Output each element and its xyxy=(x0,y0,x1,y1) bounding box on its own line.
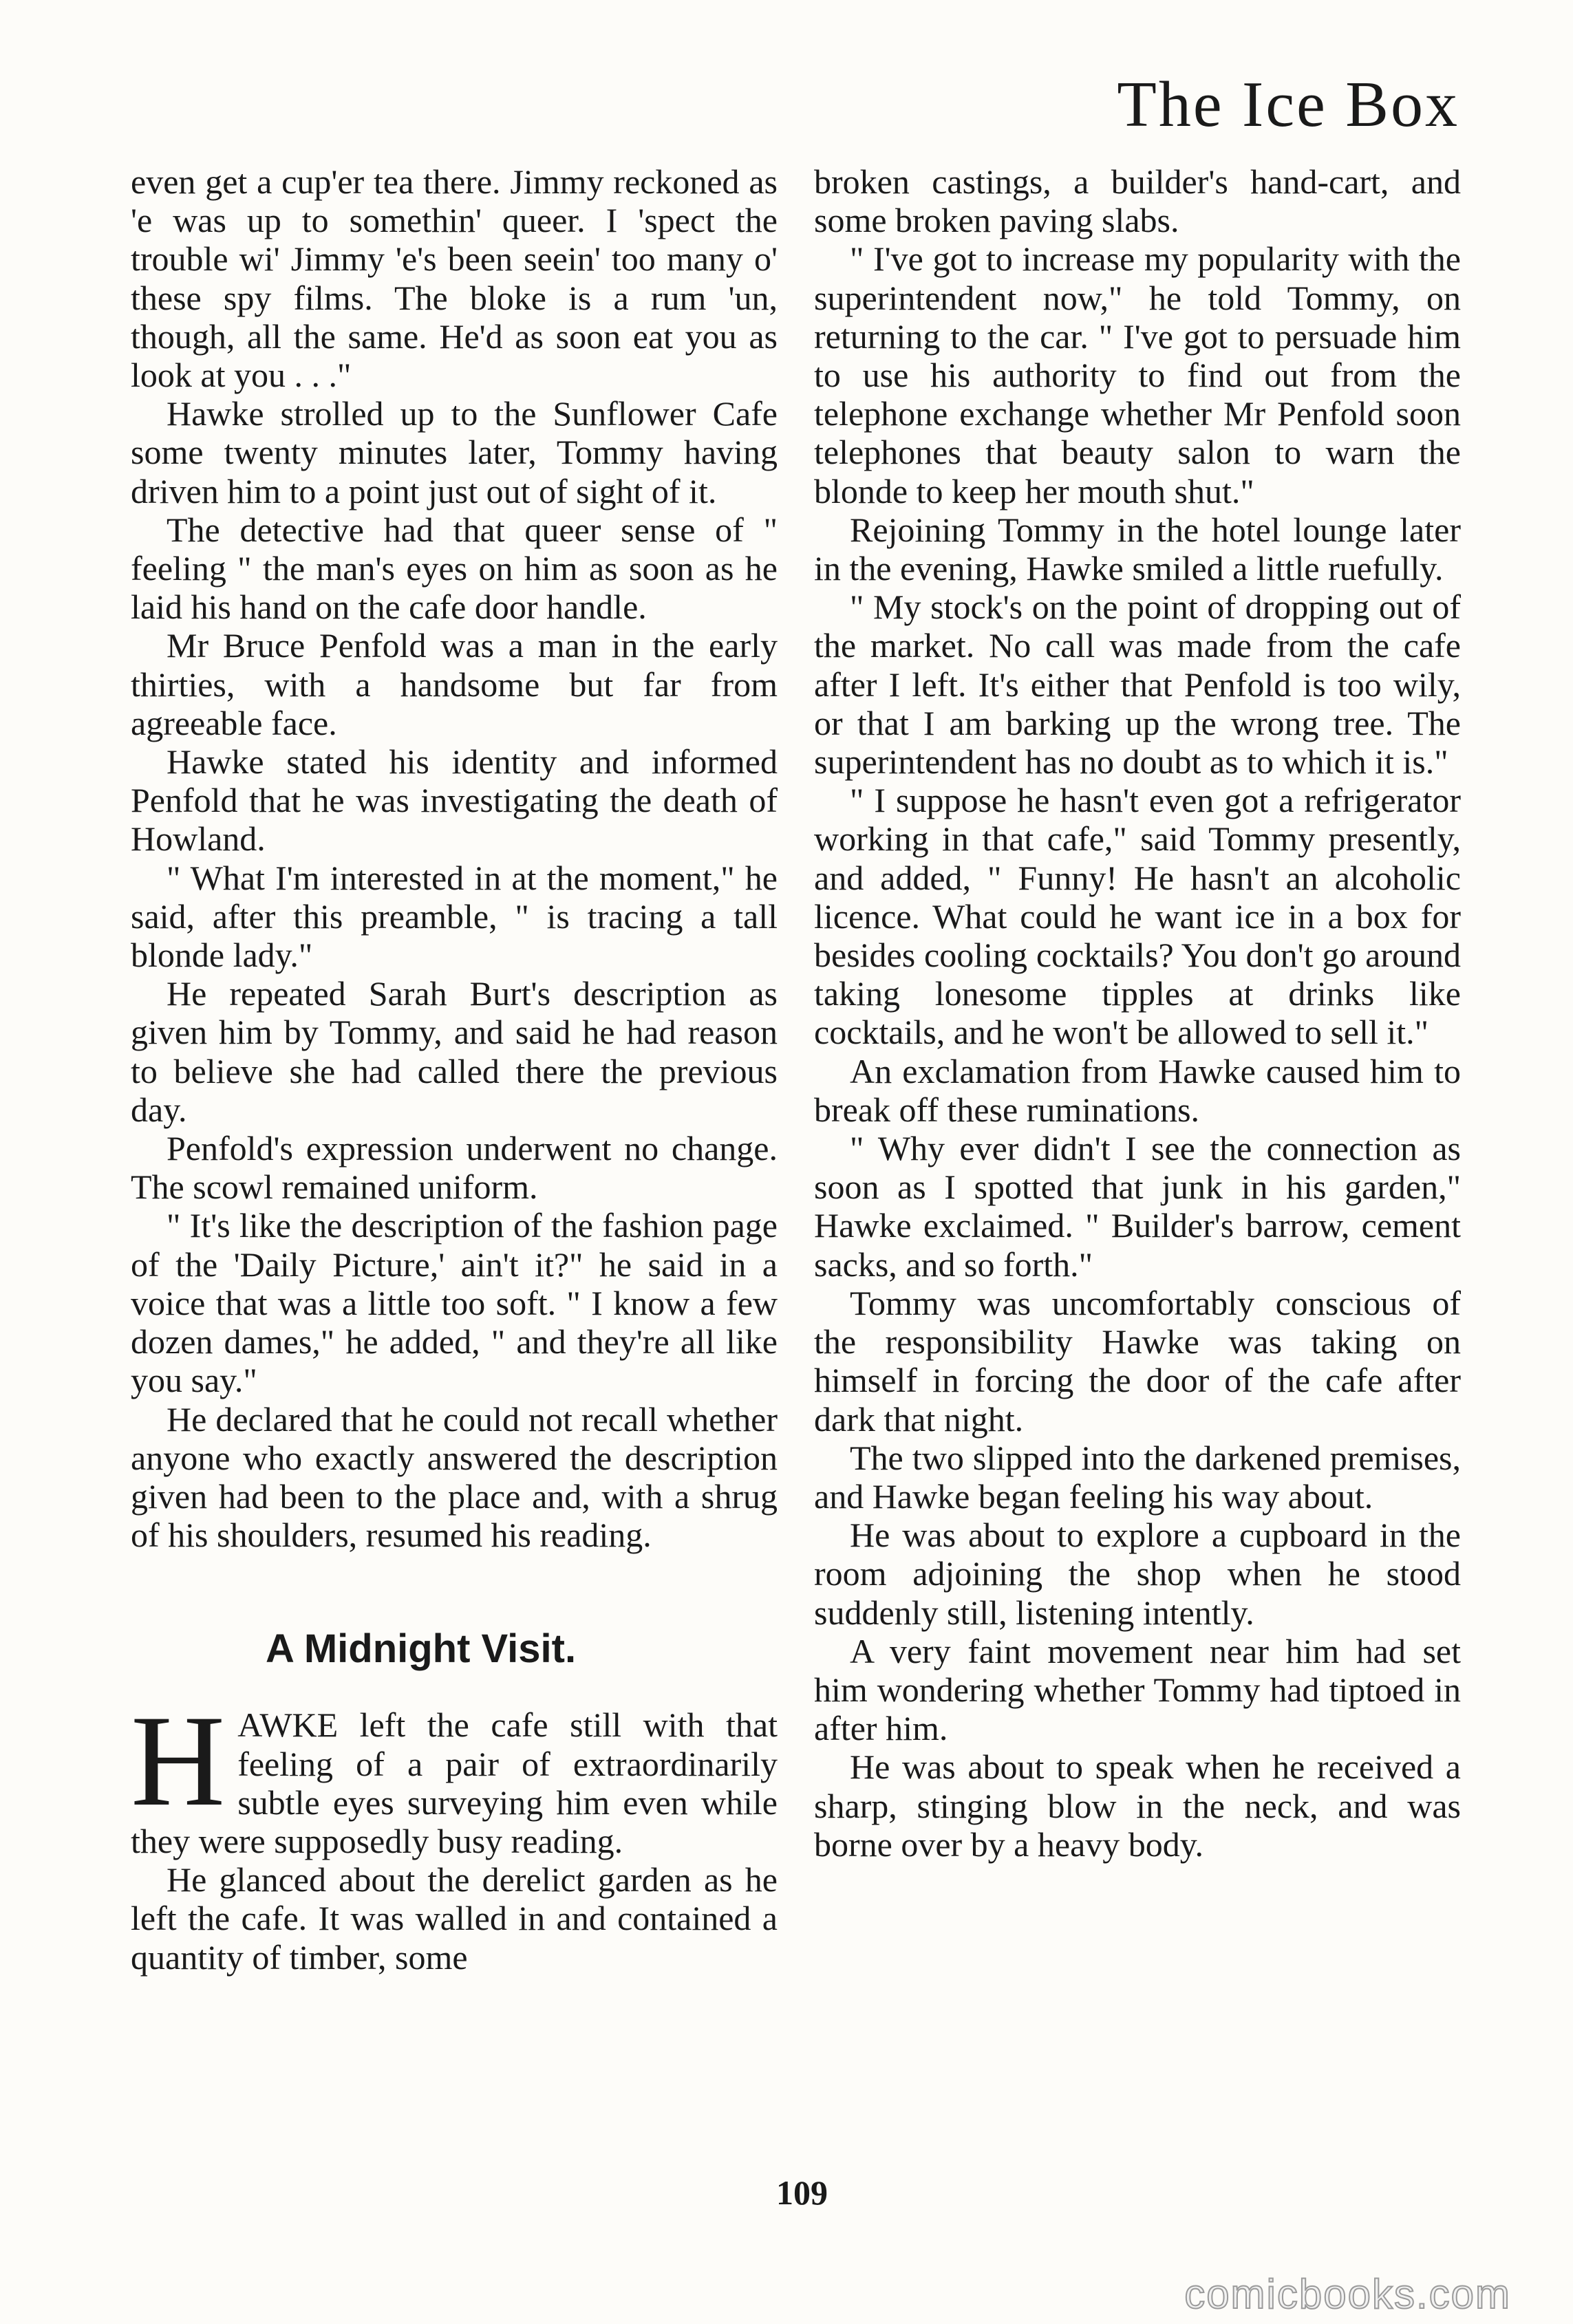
paragraph: The two slipped into the darkened premises, and Hawke began feeling his way about. xyxy=(814,1438,1461,1516)
paragraph: " Why ever didn't I see the connection as soon as I spotted that junk in his garden," Hawke exclaimed. " Builder's barrow, cement sacks, and so forth." xyxy=(814,1129,1461,1284)
dropcap-paragraph xyxy=(131,1689,778,1860)
paragraph: Hawke strolled up to the Sunflower Cafe some twenty minutes later, Tommy having driven him to a point just out of sight of it. xyxy=(131,394,778,510)
left-column xyxy=(131,162,778,1977)
paragraph: " My stock's on the point of dropping out of the market. No call was made from the cafe after I left. It's either that Penfold is too wily, or that I am barking up the wrong tree. The superintendent has no doubt as to which it is." xyxy=(814,588,1461,782)
watermark: comicbooks.com xyxy=(1184,2271,1511,2317)
drop-cap-letter: H xyxy=(131,1689,226,1834)
paragraph: even get a cup'er tea there. Jimmy reckoned as 'e was up to somethin' queer. I 'spect the trouble wi' Jimmy 'e's been seein' too many o' these spy films. The bloke is a rum 'un, though, all the same. He'd as soon eat you as look at you . . ." xyxy=(131,162,778,395)
page-number: 109 xyxy=(776,2173,828,2212)
paragraph: He was about to speak when he received a sharp, stinging blow in the neck, and was borne over by a heavy body. xyxy=(814,1747,1461,1864)
paragraph: A very faint movement near him had set him wondering whether Tommy had tiptoed in after him. xyxy=(814,1631,1461,1748)
paragraph: Rejoining Tommy in the hotel lounge later in the evening, Hawke smiled a little ruefully. xyxy=(814,510,1461,588)
dropcap-paragraph-text: AWKE left the cafe still with that feeling of a pair of extraordinarily subtle eyes surveying him even while they were supposedly busy reading. xyxy=(131,1706,778,1860)
paragraph: He repeated Sarah Burt's description as given him by Tommy, and said he had reason to believe she had called there the previous day. xyxy=(131,974,778,1129)
paragraph: " It's like the description of the fashion page of the 'Daily Picture,' ain't it?" he said in a voice that was a little too soft. " I know a few dozen dames," he added, " and they're all like you say." xyxy=(131,1206,778,1400)
paragraph: He was about to explore a cupboard in the room adjoining the shop when he stood suddenly still, listening intently. xyxy=(814,1516,1461,1632)
right-column xyxy=(814,162,1461,1864)
paragraph: He glanced about the derelict garden as he left the cafe. It was walled in and contained a quantity of timber, some xyxy=(131,1860,778,1977)
paragraph: " I've got to increase my popularity with the superintendent now," he told Tommy, on returning to the car. " I've got to persuade him to use his authority to find out from the telephone exchange whether Mr Penfold soon telephones that beauty salon to warn the blonde to keep her mouth shut." xyxy=(814,239,1461,510)
section-heading: A Midnight Visit. xyxy=(266,1626,577,1672)
paragraph: An exclamation from Hawke caused him to break off these ruminations. xyxy=(814,1051,1461,1129)
paragraph: Mr Bruce Penfold was a man in the early thirties, with a handsome but far from agreeable face. xyxy=(131,626,778,742)
paragraph: He declared that he could not recall whether anyone who exactly answered the description given had been to the place and, with a shrug of his shoulders, resumed his reading. xyxy=(131,1399,778,1555)
paragraph: broken castings, a builder's hand-cart, and some broken paving slabs. xyxy=(814,162,1461,240)
paragraph: Penfold's expression underwent no change. The scowl remained uniform. xyxy=(131,1129,778,1207)
paragraph: The detective had that queer sense of " feeling " the man's eyes on him as soon as he laid his hand on the cafe door handle. xyxy=(131,510,778,627)
paragraph: Tommy was uncomfortably conscious of the responsibility Hawke was taking on himself in forcing the door of the cafe after dark that night. xyxy=(814,1283,1461,1439)
paragraph: Hawke stated his identity and informed Penfold that he was investigating the death of Howland. xyxy=(131,742,778,859)
page-title: The Ice Box xyxy=(1117,69,1459,140)
paragraph: " What I'm interested in at the moment," he said, after this preamble, " is tracing a tall blonde lady." xyxy=(131,858,778,975)
paragraph: " I suppose he hasn't even got a refrigerator working in that cafe," said Tommy presently, and added, " Funny! He hasn't an alcoholic licence. What could he want ice in a box for besides cooling cocktails? You don't go around taking lonesome tipples at drinks like cocktails, and he won't be allowed to sell it." xyxy=(814,781,1461,1052)
